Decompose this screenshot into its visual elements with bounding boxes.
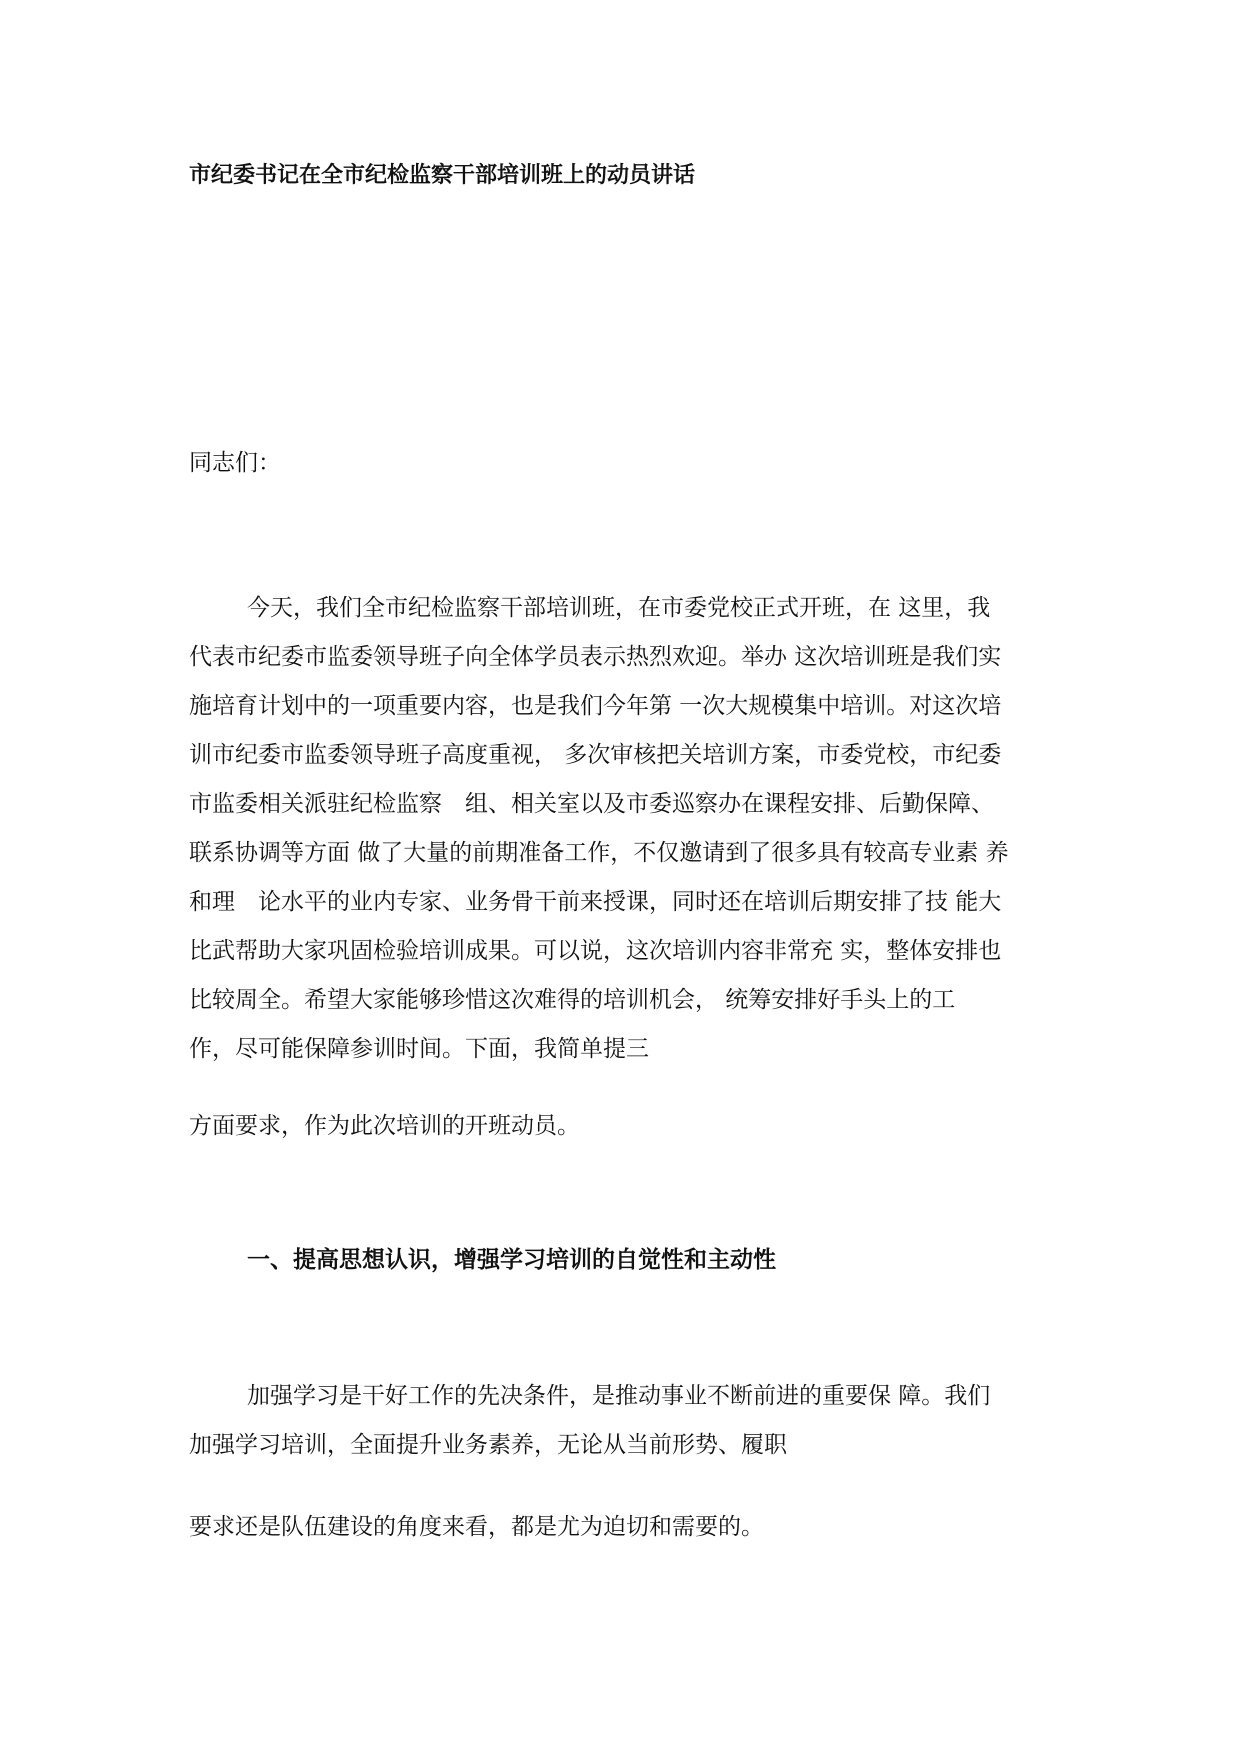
paragraph-2 [189,1372,1069,1470]
paragraph-line: 施培育计划中的一项重要内容，也是我们今年第 一次大规模集中培训。对这次培 [189,693,1002,719]
paragraph-line: 作，尽可能保障参训时间。下面，我简单提三 [189,1036,649,1062]
paragraph-line: 训市纪委市监委领导班子高度重视， 多次审核把关培训方案，市委党校，市纪委 [189,742,1002,768]
paragraph-line: 今天，我们全市纪检监察干部培训班，在市委党校正式开班，在 这里，我 [247,595,991,621]
paragraph-line: 市监委相关派驻纪检监察 组、相关室以及市委巡察办在课程安排、后勤保障、 [189,791,994,817]
document-title: 市纪委书记在全市纪检监察干部培训班上的动员讲话 [189,163,696,188]
paragraph-line: 比较周全。希望大家能够珍惜这次难得的培训机会， 统筹安排好手头上的工 [189,987,956,1013]
section-heading-1: 一、提高思想认识，增强学习培训的自觉性和主动性 [247,1247,776,1273]
paragraph-2-tail: 要求还是队伍建设的角度来看，都是尤为迫切和需要的。 [189,1514,764,1540]
salutation: 同志们： [189,450,281,476]
paragraph-line: 加强学习培训，全面提升业务素养，无论从当前形势、履职 [189,1432,787,1458]
paragraph-1 [189,584,1069,1074]
paragraph-line: 和理 论水平的业内专家、业务骨干前来授课，同时还在培训后期安排了技 能大 [189,889,1002,915]
paragraph-line: 联系协调等方面 做了大量的前期准备工作，不仅邀请到了很多具有较高专业素 养 [189,840,1009,866]
paragraph-line: 代表市纪委市监委领导班子向全体学员表示热烈欢迎。举办 这次培训班是我们实 [189,644,1002,670]
paragraph-1-tail: 方面要求，作为此次培训的开班动员。 [189,1113,580,1139]
paragraph-line: 比武帮助大家巩固检验培训成果。可以说，这次培训内容非常充 实，整体安排也 [189,938,1002,964]
paragraph-line: 加强学习是干好工作的先决条件，是推动事业不断前进的重要保 障。我们 [247,1383,991,1409]
